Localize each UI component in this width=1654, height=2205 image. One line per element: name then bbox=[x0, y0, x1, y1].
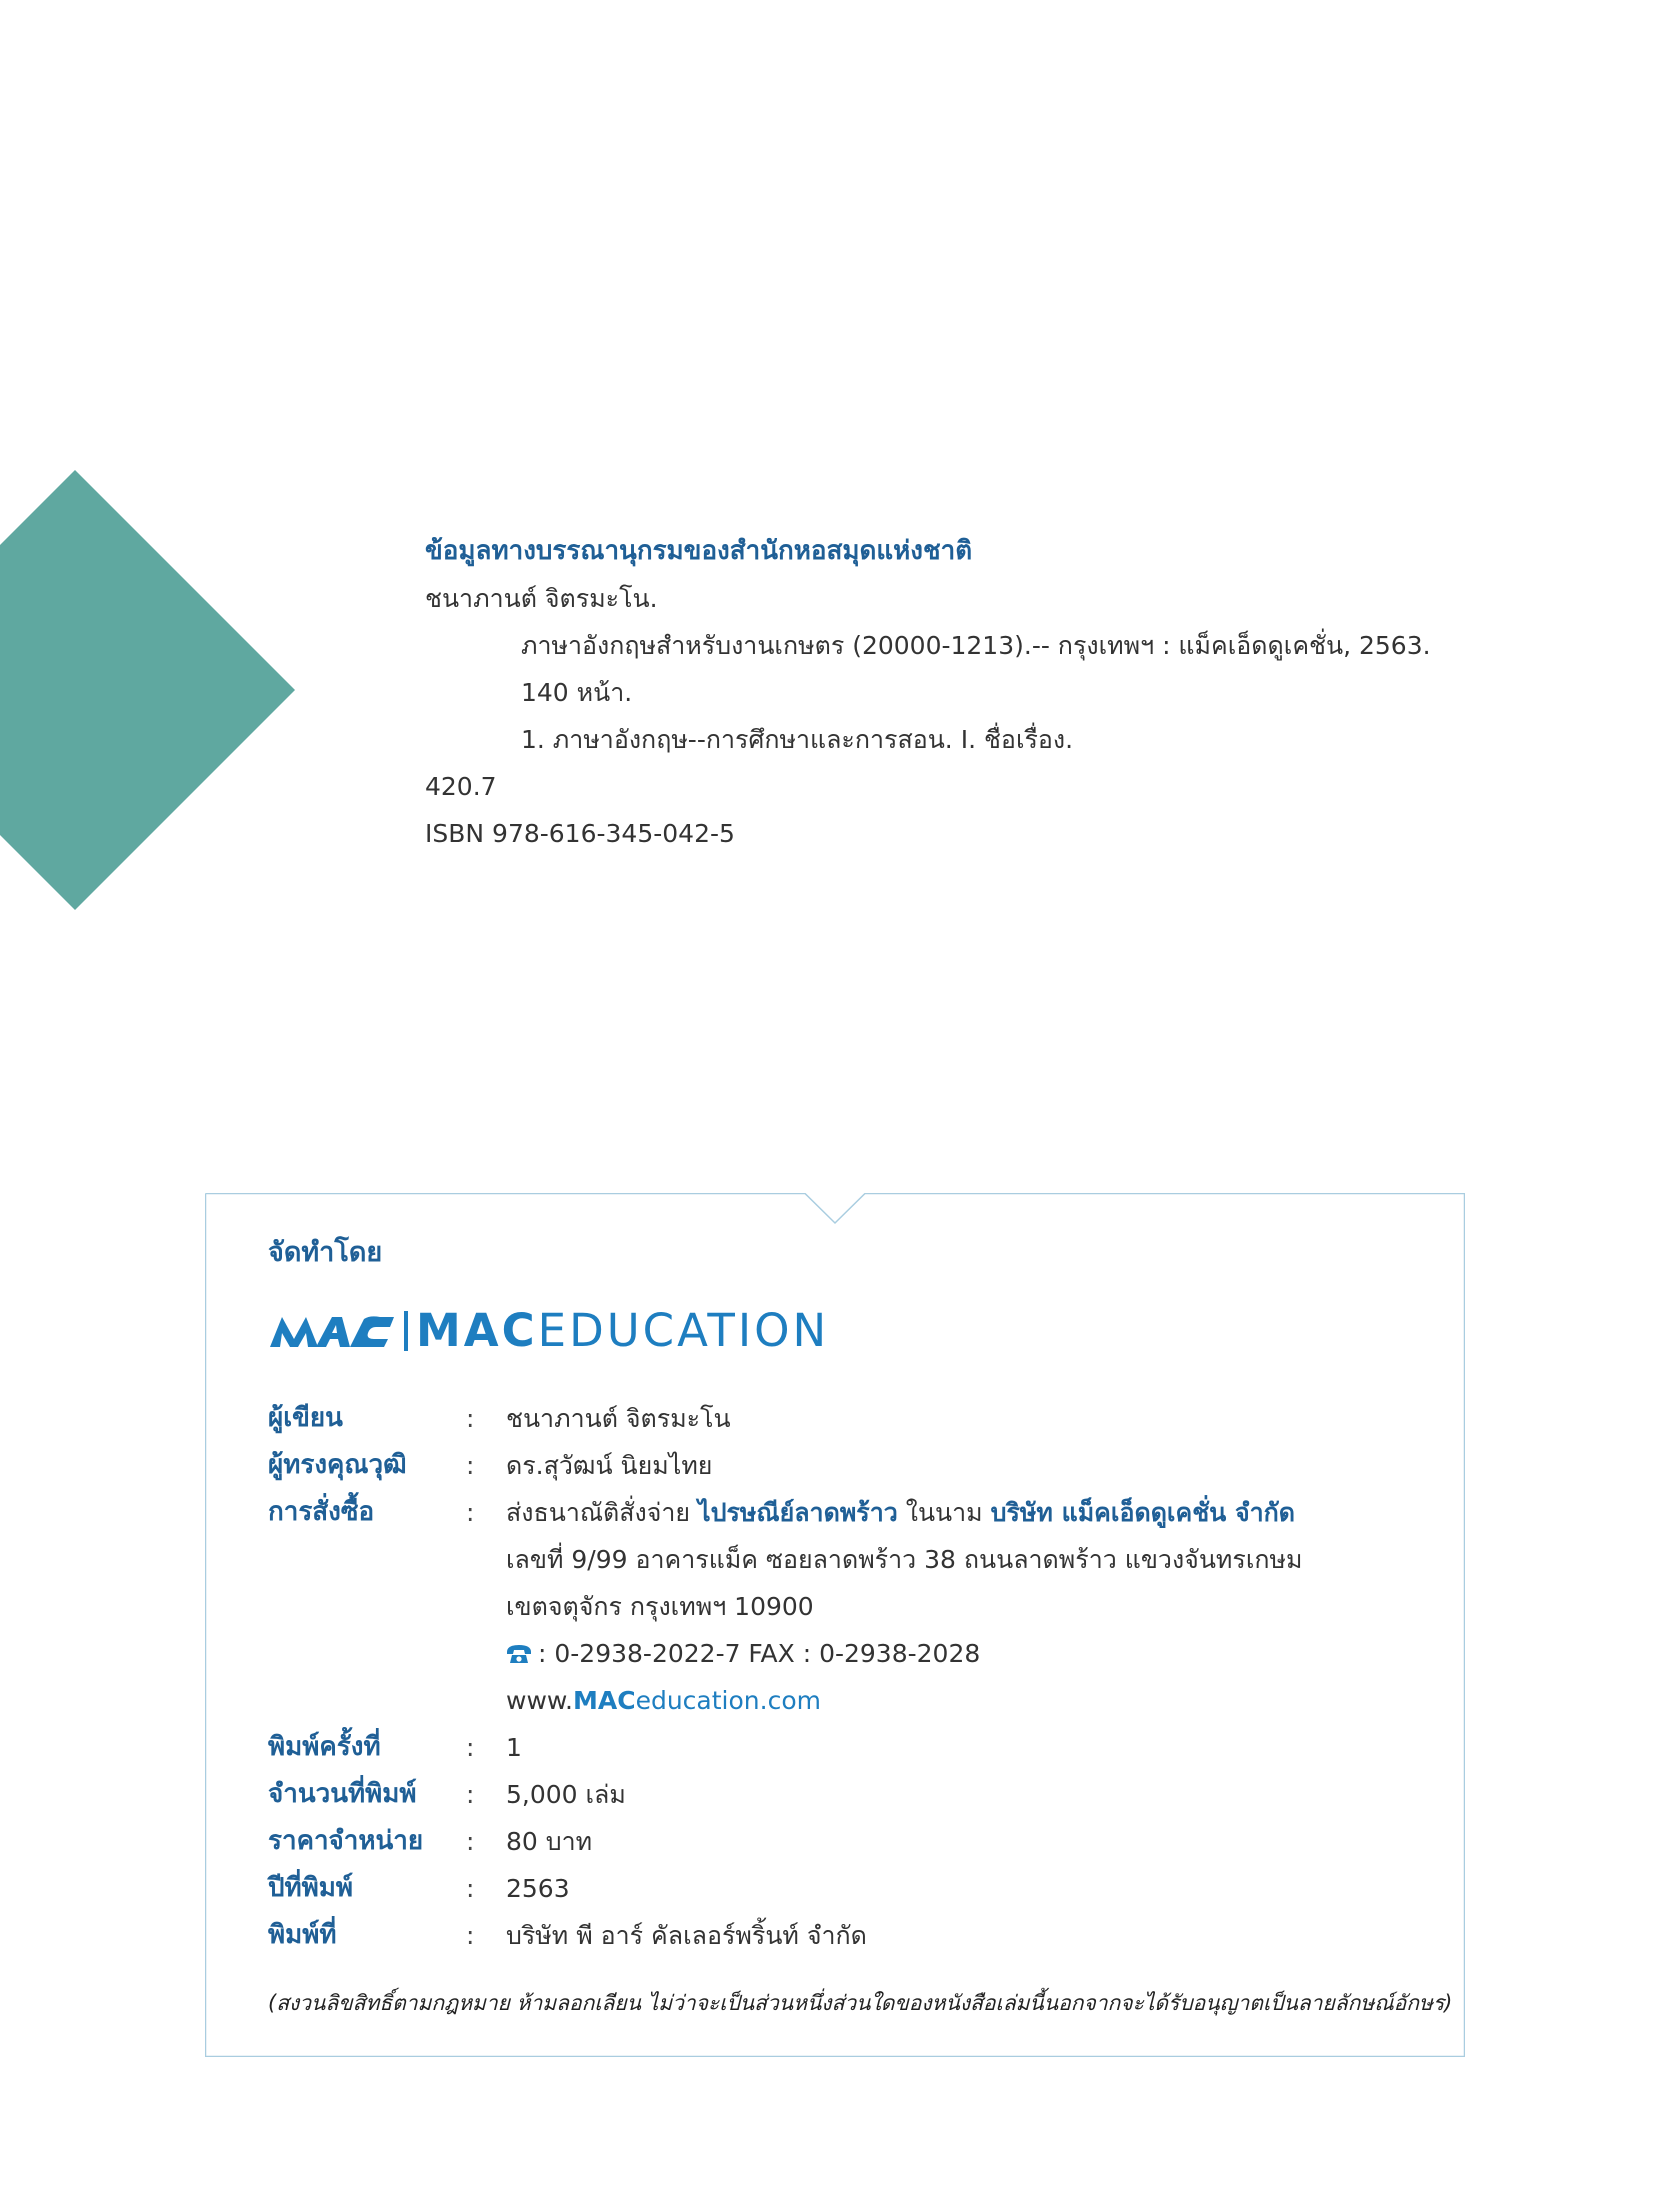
price-label: ราคาจำหน่าย bbox=[268, 1826, 424, 1856]
order-address-line2: เขตจตุจักร กรุงเทพฯ 10900 bbox=[506, 1592, 814, 1621]
publisher-details bbox=[268, 1395, 1453, 2020]
cip-classification: 420.7 bbox=[425, 772, 497, 801]
order-phone: : 0-2938-2022-7 FAX : 0-2938-2028 bbox=[268, 1630, 1448, 1677]
year-value: 2563 bbox=[506, 1874, 570, 1903]
row-edition: พิมพ์ครั้งที่ : 1 bbox=[268, 1724, 1448, 1771]
order-website[interactable]: www.MACeducation.com bbox=[506, 1686, 821, 1715]
row-expert: ผู้ทรงคุณวุฒิ : ดร.สุวัฒน์ นิยมไทย bbox=[268, 1442, 1448, 1489]
author-value: ชนาภานต์ จิตรมะโน bbox=[506, 1404, 731, 1433]
edition-value: 1 bbox=[506, 1733, 522, 1762]
expert-value: ดร.สุวัฒน์ นิยมไทย bbox=[506, 1451, 713, 1480]
cip-catalog-block bbox=[425, 528, 1575, 857]
printer-value: บริษัท พี อาร์ คัลเลอร์พริ้นท์ จำกัด bbox=[506, 1921, 867, 1950]
row-author: ผู้เขียน : ชนาภานต์ จิตรมะโน bbox=[268, 1395, 1448, 1442]
expert-label: ผู้ทรงคุณวุฒิ bbox=[268, 1450, 407, 1480]
mac-logo-mark-icon bbox=[268, 1311, 398, 1351]
cip-isbn: ISBN 978-616-345-042-5 bbox=[425, 819, 735, 848]
year-label: ปีที่พิมพ์ bbox=[268, 1873, 354, 1903]
copies-value: 5,000 เล่ม bbox=[506, 1780, 626, 1809]
printer-label: พิมพ์ที่ bbox=[268, 1920, 337, 1950]
publisher-info-card bbox=[205, 1193, 1465, 2057]
cip-heading: ข้อมูลทางบรรณานุกรมของสำนักหอสมุดแห่งชาติ bbox=[425, 536, 973, 566]
cip-subject: 1. ภาษาอังกฤษ--การศึกษาและการสอน. I. ชื่อเรื่อง. bbox=[521, 725, 1074, 754]
logo-separator bbox=[404, 1311, 408, 1351]
row-year: ปีที่พิมพ์ : 2563 bbox=[268, 1865, 1448, 1912]
price-value: 80 บาท bbox=[506, 1827, 593, 1856]
cip-author: ชนาภานต์ จิตรมะโน. bbox=[425, 584, 658, 613]
row-price: ราคาจำหน่าย : 80 บาท bbox=[268, 1818, 1448, 1865]
order-value: ส่งธนาณัติสั่งจ่าย ไปรษณีย์ลาดพร้าว ในนาม บริษัท แม็คเอ็ดดูเคชั่น จำกัด bbox=[506, 1498, 1296, 1527]
edition-label: พิมพ์ครั้งที่ bbox=[268, 1732, 381, 1762]
cip-pages: 140 หน้า. bbox=[521, 678, 633, 707]
row-order: การสั่งซื้อ : ส่งธนาณัติสั่งจ่าย ไปรษณีย์ลาดพร้าว ในนาม บริษัท แม็คเอ็ดดูเคชั่น จำกัด bbox=[268, 1489, 1448, 1536]
copies-label: จำนวนที่พิมพ์ bbox=[268, 1779, 417, 1809]
row-copies: จำนวนที่พิมพ์ : 5,000 เล่ม bbox=[268, 1771, 1448, 1818]
order-address-line1: เลขที่ 9/99 อาคารแม็ค ซอยลาดพร้าว 38 ถนนลาดพร้าว แขวงจันทรเกษม bbox=[506, 1545, 1303, 1574]
teal-diamond-decoration bbox=[0, 470, 300, 910]
order-label: การสั่งซื้อ bbox=[268, 1497, 375, 1527]
prepared-by-label: จัดทำโดย bbox=[268, 1237, 383, 1268]
telephone-icon bbox=[506, 1644, 532, 1664]
mac-education-logo bbox=[268, 1303, 1448, 1359]
row-printer: พิมพ์ที่ : บริษัท พี อาร์ คัลเลอร์พริ้นท์ จำกัด bbox=[268, 1912, 1448, 1959]
author-label: ผู้เขียน bbox=[268, 1403, 343, 1433]
cip-title-line: ภาษาอังกฤษสำหรับงานเกษตร (20000-1213).-- กรุงเทพฯ : แม็คเอ็ดดูเคชั่น, 2563. bbox=[521, 631, 1431, 660]
post-office-name: ไปรษณีย์ลาดพร้าว bbox=[698, 1498, 898, 1527]
copyright-notice: (สงวนลิขสิทธิ์ตามกฎหมาย ห้ามลอกเลียน ไม่ว่าจะเป็นส่วนหนึ่งส่วนใดของหนังสือเล่มนี้นอกจากจะได้รับอนุญาตเป็นลายลักษณ์อักษร) bbox=[268, 1991, 1453, 2015]
company-name: บริษัท แม็คเอ็ดดูเคชั่น จำกัด bbox=[990, 1498, 1296, 1527]
logo-wordmark: MACEDUCATION bbox=[416, 1304, 830, 1357]
